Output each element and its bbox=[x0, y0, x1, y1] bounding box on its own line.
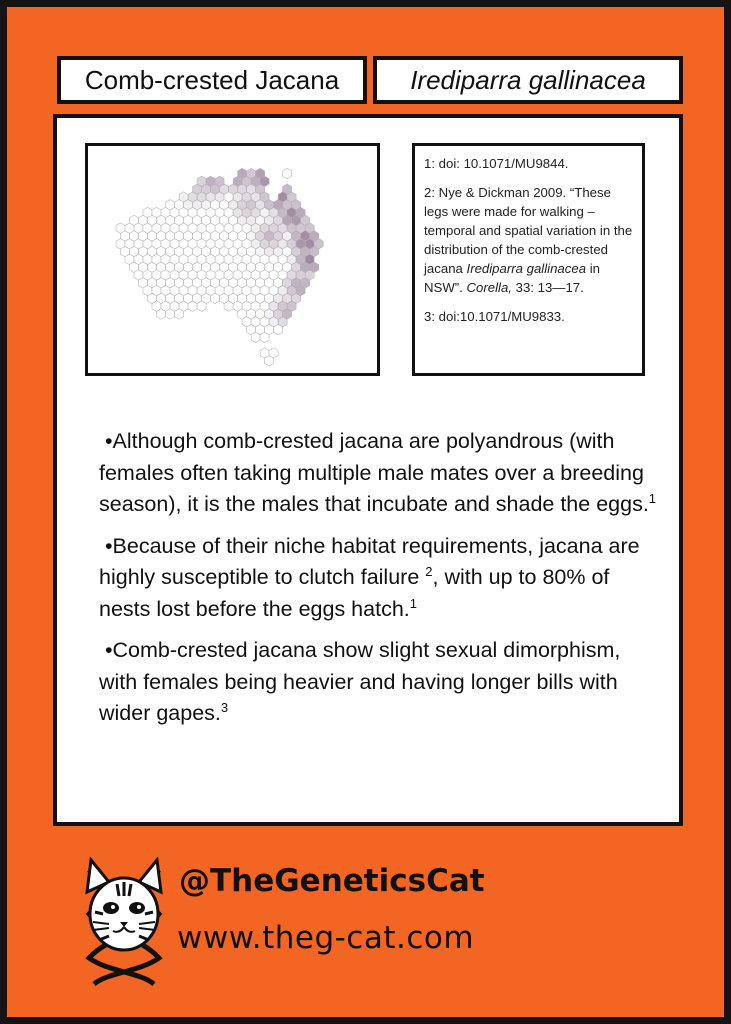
fact-item bbox=[99, 531, 659, 626]
map-hex-cell bbox=[175, 309, 184, 319]
map-hex-cell bbox=[188, 301, 197, 311]
bullet-icon: • bbox=[105, 429, 113, 453]
website-link[interactable]: www.theg-cat.com bbox=[177, 920, 475, 956]
map-hex-cell bbox=[274, 324, 283, 334]
fact-item bbox=[99, 426, 659, 521]
citation-superscript: 2 bbox=[425, 563, 433, 579]
reference-2 bbox=[424, 183, 633, 297]
citation-superscript: 3 bbox=[220, 699, 229, 715]
reference-3 bbox=[424, 307, 633, 326]
info-panel bbox=[53, 114, 683, 826]
citation-superscript: 1 bbox=[409, 595, 417, 611]
map-hex-cell bbox=[251, 332, 260, 342]
map-hex-cell bbox=[260, 332, 269, 342]
bullet-icon: • bbox=[105, 638, 113, 662]
distribution-map bbox=[85, 143, 380, 376]
fact-text: Comb-crested jacana show slight sexual dimorphism, with females being heavier and having longer bills with wider gapes. bbox=[99, 638, 621, 725]
fact-item bbox=[99, 635, 659, 730]
common-name-label: Comb-crested Jacana bbox=[57, 56, 367, 104]
map-hex-cell bbox=[157, 309, 166, 319]
facts-list bbox=[99, 426, 659, 740]
reference-number: 2 bbox=[424, 185, 432, 200]
bullet-icon: • bbox=[105, 533, 113, 558]
map-hex-cell bbox=[283, 168, 292, 178]
scientific-name-label: Irediparra gallinacea bbox=[373, 56, 683, 104]
fact-text: , with up to 80% of nests lost before the eggs hatch. bbox=[99, 565, 610, 621]
map-hex-cell bbox=[224, 301, 233, 311]
reference-number: 1 bbox=[424, 156, 432, 171]
map-hex-cell bbox=[211, 293, 220, 303]
reference-species-italic: Irediparra gallinacea bbox=[466, 261, 587, 276]
reference-journal-italic: Corella, bbox=[466, 280, 512, 295]
map-hex-cell bbox=[166, 309, 175, 319]
australia-distribution-hexmap-icon bbox=[88, 146, 377, 373]
reference-number: 3 bbox=[424, 309, 432, 324]
reference-text: 33: 13—17. bbox=[511, 280, 584, 295]
reference-1 bbox=[424, 154, 633, 173]
reference-text: : doi:10.1071/MU9833. bbox=[431, 309, 565, 324]
reference-text: : doi: 10.1071/MU9844. bbox=[431, 156, 569, 171]
reference-text: in NSW”. bbox=[424, 261, 600, 295]
genetics-cat-logo-icon bbox=[79, 852, 169, 987]
citation-superscript: 1 bbox=[648, 490, 657, 506]
reference-text: : Nye & Dickman 2009. “These legs were made for walking – temporal and spatial variation in the distribution of the comb-crested jacana bbox=[424, 185, 633, 276]
fact-text: Because of their niche habitat requirements, jacana are highly susceptible to clutch failure bbox=[99, 533, 640, 589]
references-box bbox=[412, 143, 645, 376]
map-hex-cell bbox=[265, 356, 274, 366]
fact-text: Although comb-crested jacana are polyandrous (with females often taking multiple male mates over a breeding season), it is the males that incubate and shade the eggs. bbox=[99, 429, 649, 516]
map-hex-cell bbox=[197, 301, 206, 311]
social-handle: @TheGeneticsCat bbox=[179, 863, 485, 899]
